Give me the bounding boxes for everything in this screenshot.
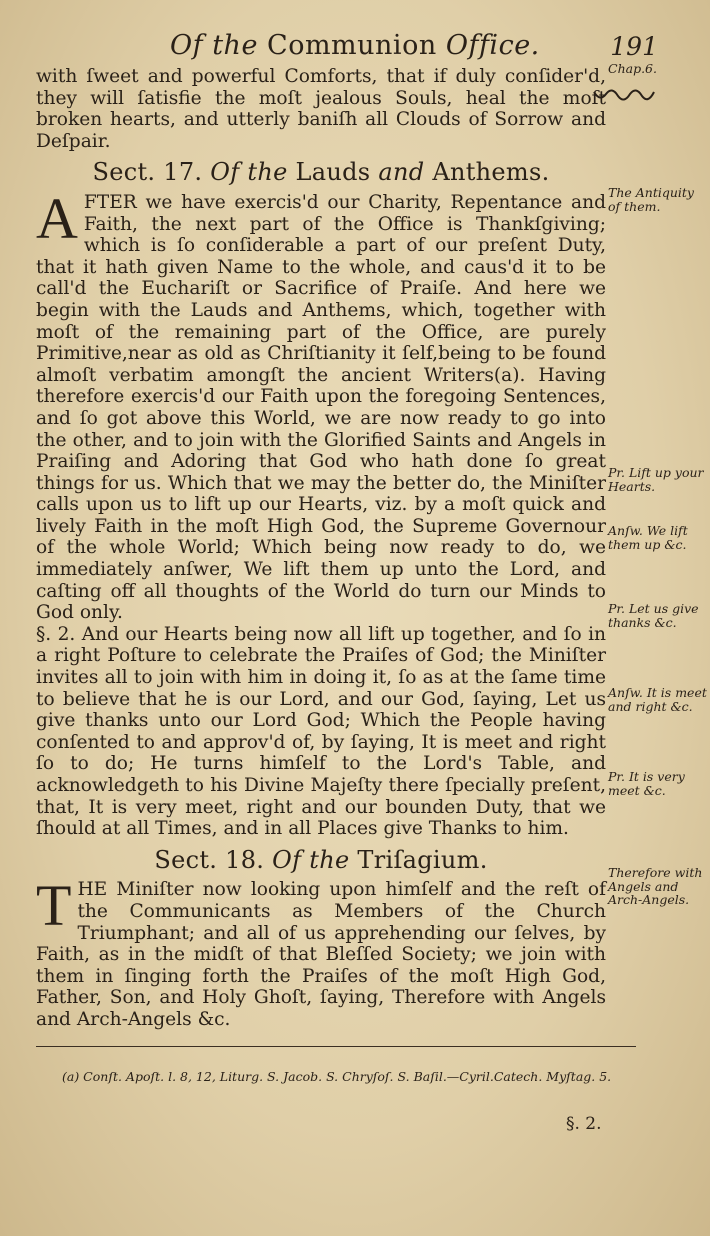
margin-note: Pr. Let us give thanks &c. — [608, 601, 699, 630]
margin-note-chap: Chap.6. — [608, 61, 657, 76]
section-17-heading: Sect. 17. Of the Lauds and Anthems. — [92, 158, 550, 187]
page-number: 191 — [610, 32, 658, 61]
margin-note: Anſw. We lift them up &c. — [608, 523, 688, 552]
footnote-divider — [36, 1046, 636, 1047]
section-17-paragraph-1: AFTER we have exercis'd our Charity, Repentance and Faith, the next part of the Office is Thankſgiving; which is ſo conſiderable a part of our preſent Duty, that it hath given Name to the whole, and caus'd it to be call'd the Euchariſt or Sacrifice of Praiſe. And here we begin with the Lauds and Anthems, which, together with moſt of the remaining part of the Office, are purely Primitive,near as old as Chriſtianity it ſelf,being to be found almoſt verbatim amongſt the ancient Writers(a). Having therefore exercis'd our Faith upon the foregoing Sentences, and ſo got above this World, we are now ready to go into the other, and to join with the Glorified Saints and Angels in Praiſing and Adoring that God who hath done ſo great things for us. Which that we may the better do, the Miniſter calls upon us to lift up our Hearts, viz. by a moſt quick and lively Faith in the moſt High God, the Supreme Governour of the whole World; Which being now ready to do, we immediately anſwer, We lift them up unto the Lord, and caſting off all thoughts of the World do turn our Minds to God only. — [36, 185, 606, 624]
section-18-paragraph: THE Miniſter now looking upon himſelf and the reſt of the Communicants as Members of the Church Triumphant; and all of us apprehending our ſelves, by Faith, as in the midſt of that Bleſſed Society; we join with them in ſinging forth the Praiſes of the moſt High God, Father, Son, and Holy Ghoſt, ſaying, Therefore with Angels and Arch-Angels &c. — [36, 873, 606, 1030]
catchword: §. 2. — [566, 1114, 602, 1134]
footnote: (a) Conſt. Apoſt. l. 8, 12, Liturg. S. Jacob. S. Chryſoſ. S. Baſil.—Cyril.Catech. Myſtag. 5. — [62, 1069, 612, 1084]
intro-paragraph: with ſweet and powerful Comforts, that if duly conſider'd, they will ſatisfie the moſt jealous Souls, heal the moſt broken hearts, and utterly baniſh all Clouds of Sorrow and Deſpair. — [36, 66, 606, 152]
section-18-heading: Sect. 18. Of the Triſagium. — [154, 845, 488, 874]
page-title: Of the Communion Office. — [170, 30, 540, 61]
main-text — [36, 66, 606, 1031]
running-head — [0, 30, 710, 64]
margin-note: The Antiquity of them. — [608, 185, 694, 214]
margin-note: Pr. Lift up your Hearts. — [608, 465, 704, 494]
drop-cap: A — [36, 185, 78, 251]
drop-cap: T — [36, 873, 72, 939]
margin-note: Therefore with Angels and Arch-Angels. — [608, 865, 703, 907]
section-17-paragraph-2: §. 2. And our Hearts being now all lift up together, and ſo in a right Poſture to celebrate the Praiſes of God; the Miniſter invites all to join with him in doing it, ſo as at the ſame time to believe that he is our Lord, and our God, ſaying, Let us give thanks unto our Lord God; Which the People having conſented to and approv'd of, by ſaying, It is meet and right ſo to do; He turns himſelf to the Lord's Table, and acknowledgeth to his Divine Majeſty there ſpecially preſent, that, It is very meet, right and our bounden Duty, that we ſhould at all Times, and in all Places give Thanks to him. — [36, 623, 606, 840]
margin-note: Anſw. It is meet and right &c. — [608, 685, 707, 714]
margin-note: Pr. It is very meet &c. — [608, 769, 685, 798]
